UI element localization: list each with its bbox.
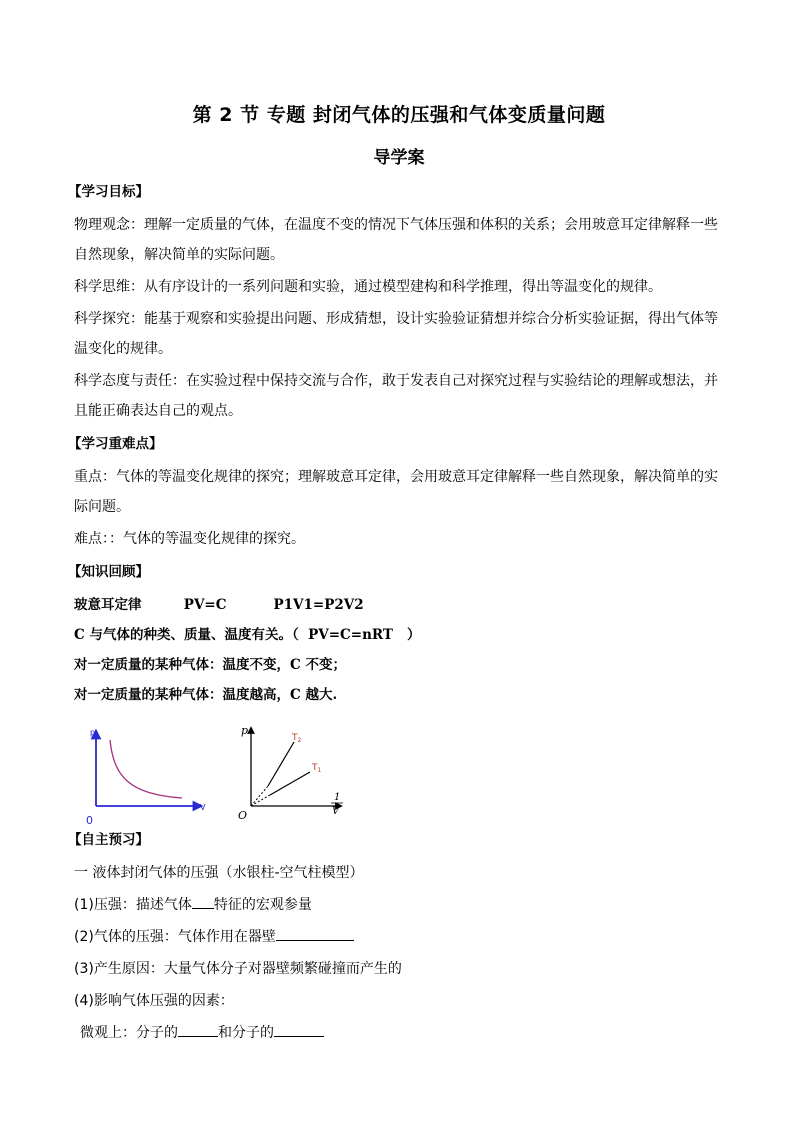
t2-line [268, 742, 294, 786]
blank-3[interactable] [178, 1022, 218, 1037]
preview-cause: (3)产生原因：大量气体分子对器壁频繁碰撞而产生的 [74, 961, 402, 977]
blank-4[interactable] [274, 1022, 324, 1037]
goal-attitude: 科学态度与责任：在实验过程中保持交流与合作，敢于发表自己对探究过程与实验结论的理解或想法，并且能正确表达自己的观点。 [74, 373, 718, 419]
graph-pv [86, 728, 206, 826]
goal-scientific-inquiry: 科学探究：能基于观察和实验提出问题、形成猜想，设计实验验证猜想并综合分析实验证据，得出气体等温变化的规律。 [74, 311, 718, 357]
graphs-row [74, 720, 724, 826]
inv-x-denominator: V [332, 806, 340, 817]
pv-isotherm-curve [110, 740, 182, 798]
review-constant-c: C 与气体的种类、质量、温度有关。（ PV=C=nRT ） [74, 627, 421, 643]
goal-physics-concept: 物理观念：理解一定质量的气体，在温度不变的情况下气体压强和体积的关系；会用玻意耳定律解释一些自然现象，解决简单的实际问题。 [74, 217, 718, 263]
t2-label: $T_2$ [292, 733, 302, 744]
preview-liquid-sealed: 一 液体封闭气体的压强（水银柱-空气柱模型） [74, 865, 364, 881]
key-point: 重点：气体的等温变化规律的探究；理解玻意耳定律，会用玻意耳定律解释一些自然现象，解决简单的实际问题。 [74, 469, 718, 515]
review-boyle-law: 玻意耳定律 PV=C P1V1=P2V2 [74, 597, 364, 613]
t1-extrapolation [251, 795, 270, 806]
preview-pressure-def: (1)压强：描述气体 特征的宏观参量 [74, 890, 724, 920]
heading-review: 【知识回顾】 [68, 564, 149, 580]
graphs-svg [74, 720, 374, 826]
pv-x-label: V [200, 803, 206, 812]
t2-extrapolation [251, 786, 268, 806]
blank-2[interactable] [276, 926, 354, 941]
t1-label: $T_1$ [312, 763, 322, 774]
pv-origin: 0 [86, 814, 93, 826]
review-temperature: 对一定质量的某种气体：温度越高，C 越大. [74, 687, 338, 703]
review-isothermal: 对一定质量的某种气体：温度不变，C 不变； [74, 657, 346, 673]
document-title: 第 2 节 专题 封闭气体的压强和气体变质量问题 [192, 104, 606, 126]
preview-gas-pressure: (2)气体的压强：气体作用在器壁 [74, 922, 724, 952]
t1-line [270, 772, 310, 795]
heading-key-points: 【学习重难点】 [68, 436, 163, 452]
blank-1[interactable] [192, 894, 214, 909]
preview-factors: (4)影响气体压强的因素： [74, 993, 234, 1009]
inv-origin: O [238, 809, 248, 822]
goal-scientific-thinking: 科学思维：从有序设计的一系列问题和实验，通过模型建构和科学推理，得出等温变化的规律。 [74, 279, 662, 295]
inv-y-label: p [241, 724, 249, 737]
inv-x-numerator: 1 [334, 792, 341, 803]
preview-microscopic: 微观上：分子的 和分子的 [74, 1018, 724, 1048]
document-subtitle: 导学案 [373, 148, 425, 168]
heading-goals: 【学习目标】 [68, 184, 149, 200]
graph-p-inv-v [238, 724, 343, 822]
pv-y-label: p [90, 728, 96, 737]
difficult-point: 难点：：气体的等温变化规律的探究。 [74, 531, 305, 547]
heading-preview: 【自主预习】 [68, 832, 149, 848]
document-page [68, 100, 724, 1050]
